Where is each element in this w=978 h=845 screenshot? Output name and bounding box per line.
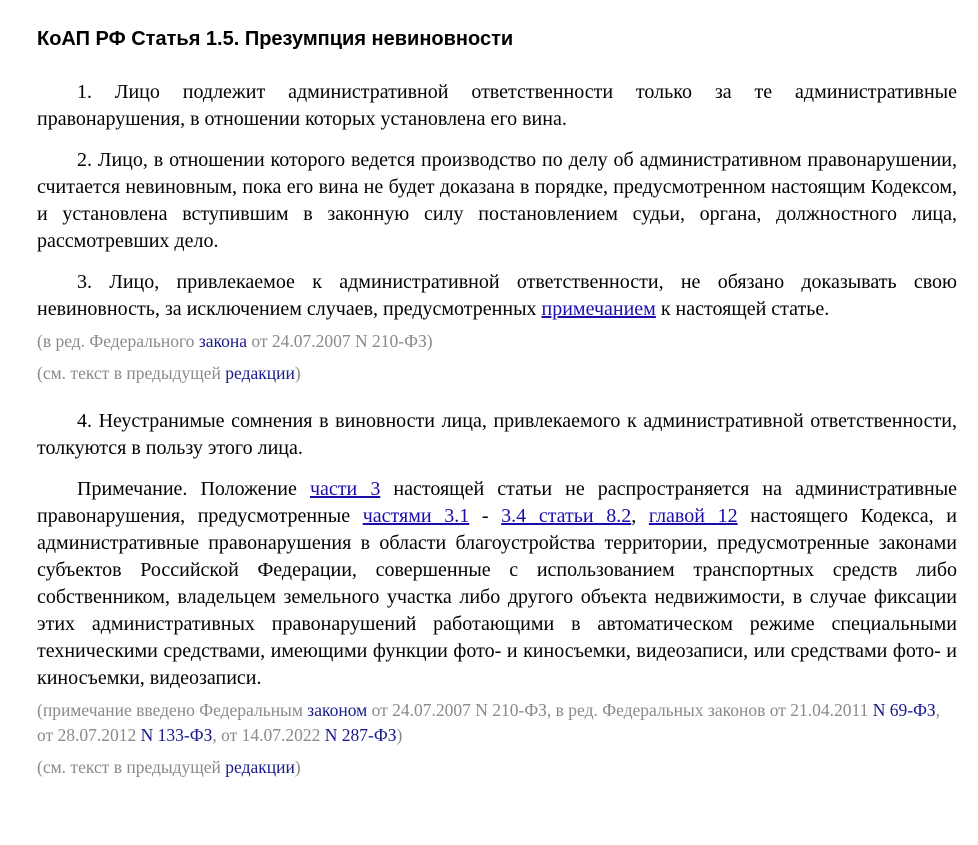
note-amendment [37, 698, 957, 748]
part-3-link[interactable]: части 3 [309, 478, 381, 500]
paragraph-2: 2. Лицо, в отношении которого ведется производство по делу об административном правонарушении, считается невиновным, пока его вина не будет доказана в порядке, предусмотренном настоящим Кодексом, и установлена вступившим в законную силу постановлением судьи, органа, должностного лица, рассмотревших дело. [37, 149, 957, 252]
paragraph-3-tail: к настоящей статье. [655, 298, 830, 320]
document-page [37, 20, 957, 800]
edition-link[interactable]: редакции [225, 363, 295, 383]
note-text: , [631, 505, 649, 527]
chapter-12-link[interactable]: главой 12 [648, 505, 738, 527]
law-69-link[interactable]: N 69-ФЗ [872, 700, 936, 720]
page-title: КоАП РФ Статья 1.5. Презумпция невиновности [37, 28, 514, 50]
amendment-note [37, 329, 957, 354]
amendment-text-tail: от 24.07.2007 N 210-ФЗ) [247, 331, 433, 351]
law-287-link[interactable]: N 287-ФЗ [324, 725, 397, 745]
paragraph-1: 1. Лицо подлежит административной ответственности только за те административные правонарушения, в отношении которых установлена его вина. [37, 81, 957, 130]
previous-edition-tail: ) [294, 363, 301, 383]
amendment-text: от 24.07.2007 N 210-ФЗ, в ред. Федеральных законов от 21.04.2011 [367, 700, 873, 720]
article-8-2-link[interactable]: 3.4 статьи 8.2 [501, 505, 632, 527]
edition-link[interactable]: редакции [225, 757, 295, 777]
amendment-text: , от 28.07.2012 [37, 700, 941, 745]
amendment-text: (в ред. Федерального [37, 331, 199, 351]
paragraph-3-text: 3. Лицо, привлекаемое к административной ответственности, не обязано доказывать свою невиновность, за исключением случаев, предусмотренных [37, 271, 957, 320]
amendment-text: , от 14.07.2022 [212, 725, 325, 745]
law-link[interactable]: закона [198, 331, 247, 351]
paragraph-4: 4. Неустранимые сомнения в виновности лица, привлекаемого к административной ответственности, толкуются в пользу этого лица. [37, 410, 957, 459]
previous-edition-text: (см. текст в предыдущей [37, 757, 226, 777]
previous-edition-text: (см. текст в предыдущей [37, 363, 226, 383]
amendment-text: ) [396, 725, 403, 745]
previous-edition-note [37, 755, 957, 780]
article-body [37, 79, 957, 780]
previous-edition-note [37, 361, 957, 386]
note-text: настоящего Кодекса, и административные правонарушения в области благоустройства территории, предусмотренные законами субъектов Российской Федерации, совершенные с использованием транспортных средств либо собственником, владельцем земельного участка либо другого объекта недвижимости, в случае фиксации этих административных правонарушений работающими в автоматическом режиме специальными техническими средствами, имеющими функции фото- и киносъемки, видеозаписи, или средствами фото- и киносъемки, видеозаписи. [37, 505, 957, 689]
parts-3-1-link[interactable]: частями 3.1 [362, 505, 470, 527]
law-link[interactable]: законом [307, 700, 368, 720]
note-paragraph [37, 476, 957, 692]
note-text: настоящей статьи не распространяется на административные правонарушения, предусмотренные [37, 478, 958, 527]
note-text: Примечание. Положение [77, 478, 310, 500]
previous-edition-tail: ) [294, 757, 301, 777]
amendment-text: (примечание введено Федеральным [37, 700, 308, 720]
law-133-link[interactable]: N 133-ФЗ [140, 725, 213, 745]
note-link[interactable]: примечанием [541, 298, 656, 320]
paragraph-3 [37, 269, 957, 323]
note-text: - [469, 505, 502, 527]
